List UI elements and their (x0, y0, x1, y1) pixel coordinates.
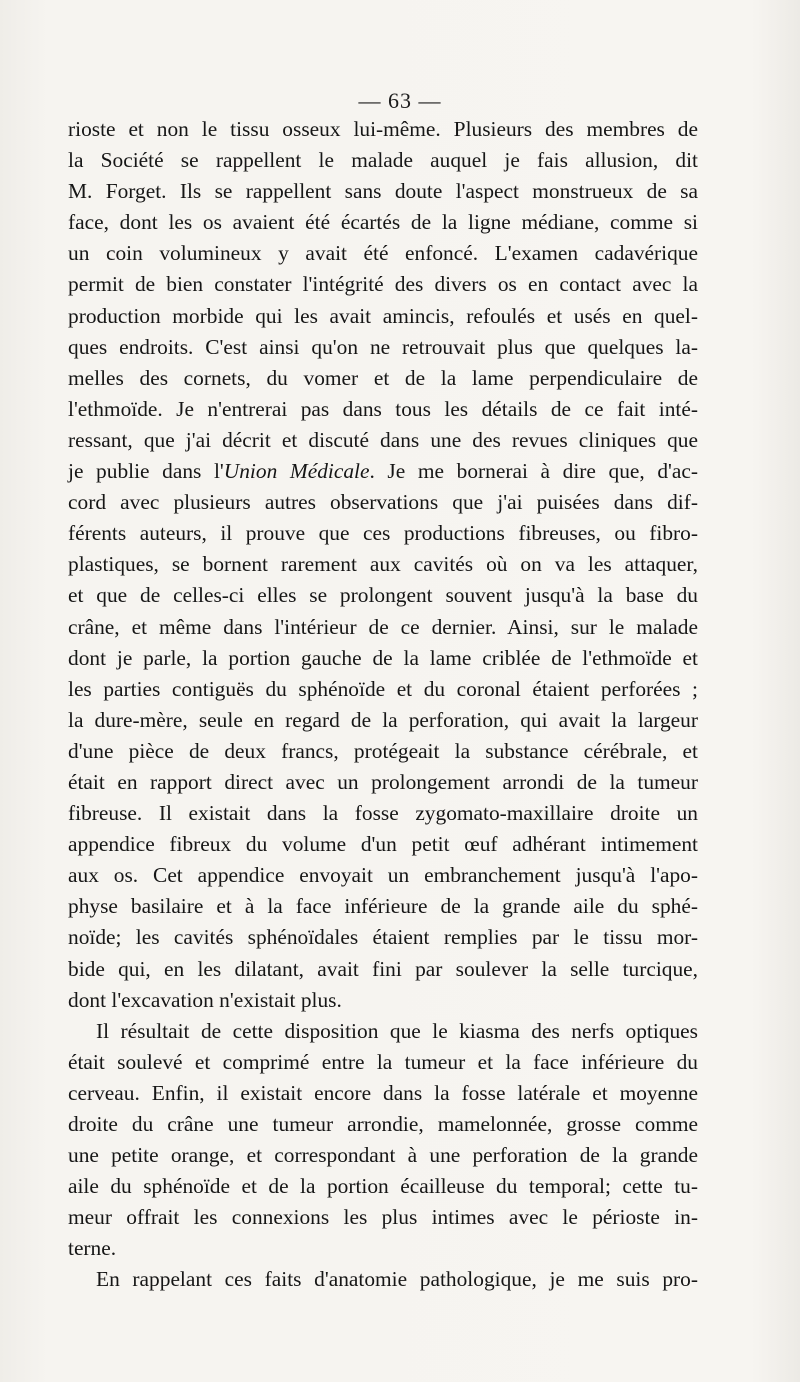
text-line: noïde; les cavités sphénoïdales étaient remplies par le tissu mor- (68, 925, 698, 950)
text-line: rioste et non le tissu osseux lui-même. Plusieurs des membres de (68, 117, 698, 141)
text-line: cerveau. Enfin, il existait encore dans la fosse latérale et moyenne (68, 1080, 698, 1105)
text-line: aile du sphénoïde et de la portion écailleuse du temporal; cette tu- (68, 1174, 698, 1199)
text-segment: . Je me bornerai à dire que, d'ac- (369, 459, 699, 484)
text-line: cord avec plusieurs autres observations que j'ai puisées dans dif- (68, 490, 698, 515)
text-line: d'une pièce de deux francs, protégeait la substance cérébrale, et (68, 738, 698, 763)
text-line: appendice fibreux du volume d'un petit œuf adhérant intimement (68, 832, 698, 857)
text-line: Il résultait de cette disposition que le kiasma des nerfs optiques (96, 1018, 698, 1043)
text-line: production morbide qui les avait amincis, refoulés et usés en quel- (68, 303, 698, 328)
text-line-with-italic (68, 456, 698, 487)
journal-title-italic: Union Médicale (223, 459, 370, 484)
text-line: bide qui, en les dilatant, avait fini par soulever la selle turcique, (68, 956, 698, 981)
text-line: terne. (68, 1236, 117, 1261)
text-line: droite du crâne une tumeur arrondie, mamelonnée, grosse comme (68, 1112, 698, 1136)
text-line: ressant, que j'ai décrit et discuté dans une des revues cliniques que (68, 427, 698, 452)
text-line: ques endroits. C'est ainsi qu'on ne retrouvait plus que quelques la- (68, 334, 698, 359)
text-line: En rappelant ces faits d'anatomie pathologique, je me suis pro- (96, 1267, 698, 1292)
text-line: dont l'excavation n'existait plus. (68, 987, 342, 1012)
body-text (68, 114, 698, 1296)
text-line: dont je parle, la portion gauche de la lame criblée de l'ethmoïde et (68, 645, 698, 670)
text-segment: je publie dans l' (68, 459, 224, 484)
text-line: la Société se rappellent le malade auquel je fais allusion, dit (68, 148, 698, 173)
text-line: était soulevé et comprimé entre la tumeur et la face inférieure du (68, 1049, 698, 1074)
text-line: les parties contiguës du sphénoïde et du coronal étaient perforées ; (68, 676, 698, 701)
page-number: — 63 — (358, 88, 442, 113)
text-line: était en rapport direct avec un prolongement arrondi de la tumeur (68, 769, 698, 794)
text-line: férents auteurs, il prouve que ces productions fibreuses, ou fibro- (68, 521, 698, 546)
text-line: M. Forget. Ils se rappellent sans doute l'aspect monstrueux de sa (68, 179, 698, 204)
text-line: crâne, et même dans l'intérieur de ce dernier. Ainsi, sur le malade (68, 614, 698, 639)
text-line: la dure-mère, seule en regard de la perforation, qui avait la largeur (68, 707, 698, 732)
text-line: physe basilaire et à la face inférieure de la grande aile du sphé- (68, 894, 698, 919)
text-line: face, dont les os avaient été écartés de la ligne médiane, comme si (68, 210, 698, 235)
text-line: meur offrait les connexions les plus intimes avec le périoste in- (68, 1205, 698, 1230)
text-line: et que de celles-ci elles se prolongent souvent jusqu'à la base du (68, 583, 698, 608)
text-line: fibreuse. Il existait dans la fosse zygomato-maxillaire droite un (68, 801, 698, 826)
text-line: une petite orange, et correspondant à une perforation de la grande (68, 1143, 698, 1168)
text-line: aux os. Cet appendice envoyait un embranchement jusqu'à l'apo- (68, 863, 698, 888)
text-line: un coin volumineux y avait été enfoncé. L'examen cadavérique (68, 241, 698, 266)
text-line: l'ethmoïde. Je n'entrerai pas dans tous les détails de ce fait inté- (68, 396, 698, 421)
text-line: plastiques, se bornent rarement aux cavités où on va les attaquer, (68, 552, 698, 577)
text-line: melles des cornets, du vomer et de la lame perpendiculaire de (68, 365, 698, 390)
text-line: permit de bien constater l'intégrité des divers os en contact avec la (68, 272, 698, 297)
